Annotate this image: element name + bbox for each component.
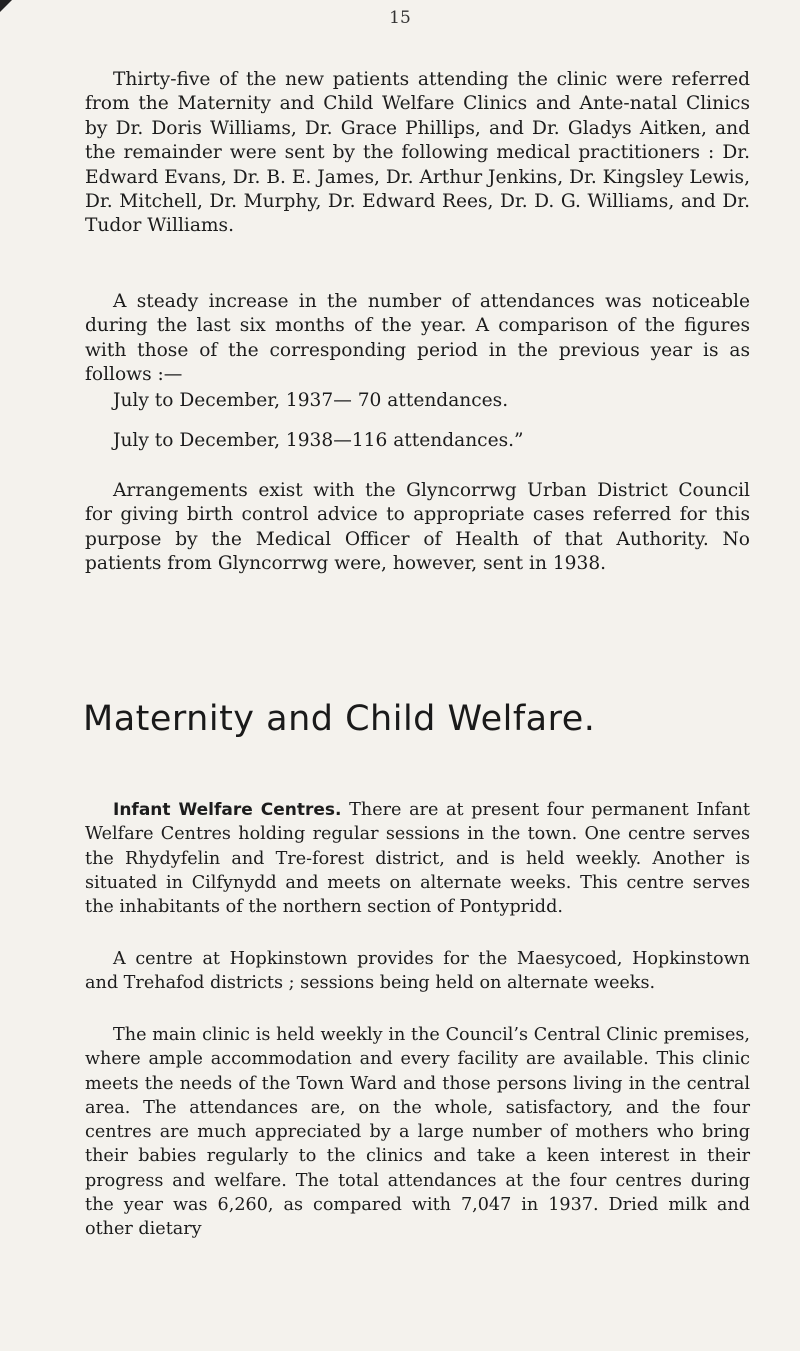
paragraph-hopkinstown: A centre at Hopkinstown provides for the Maesycoed, Hopkinstown and Trehafod districts ; sessions being held on alternate weeks. — [85, 949, 750, 994]
paragraph-attendance-increase: A steady increase in the number of attendances was noticeable during the last six months of the year. A comparison of the figures with those of the corresponding period in the previous year is as follows :— — [85, 291, 750, 386]
paragraph-infant-welfare-centres — [85, 798, 750, 919]
infant-welfare-text: There are at present four permanent Infant Welfare Centres holding regular sessions in the town. One centre serves the Rhydyfelin and Tre-forest district, and is held weekly. Another is situated in Cilfynydd and meets on alternate weeks. This centre serves the inhabitants of the northern section of Pontypridd. — [85, 800, 750, 918]
page-number: 15 — [389, 8, 411, 28]
comparison-1938: July to December, 1938—116 attendances.” — [113, 430, 524, 451]
comparison-1937: July to December, 1937— 70 attendances. — [113, 390, 509, 411]
paragraph-main-clinic: The main clinic is held weekly in the Council’s Central Clinic premises, where ample accommodation and every facility are available. This clinic meets the needs of the Town Ward and those persons living in the central area. The attendances are, on the whole, satisfactory, and the four centres are much appreciated by a large number of mothers who bring their babies regularly to the clinics and take a keen interest in their progress and welfare. The total attendances at the four centres during the year was 6,260, as compared with 7,047 in 1937. Dried milk and other dietary — [85, 1025, 750, 1240]
run-in-heading-infant-welfare: Infant Welfare Centres. — [113, 800, 342, 820]
paragraph-referrals: Thirty-five of the new patients attending the clinic were referred from the Maternity and Child Welfare Clinics and Ante-natal Clinics by Dr. Doris Williams, Dr. Grace Phillips, and Dr. Gladys Aitken, and the remainder were sent by the following medical practitioners : Dr. Edward Evans, Dr. B. E. James, Dr. Arthur Jenkins, Dr. Kingsley Lewis, Dr. Mitchell, Dr. Murphy, Dr. Edward Rees, Dr. D. G. Williams, and Dr. Tudor Williams. — [85, 69, 750, 237]
paragraph-glyncorrwg-arrangements: Arrangements exist with the Glyncorrwg Urban District Council for giving birth control advice to appropriate cases referred for this purpose by the Medical Officer of Health of that Authority. No patients from Glyncorrwg were, however, sent in 1938. — [85, 480, 750, 575]
section-heading-maternity: Maternity and Child Welfare. — [83, 699, 596, 739]
